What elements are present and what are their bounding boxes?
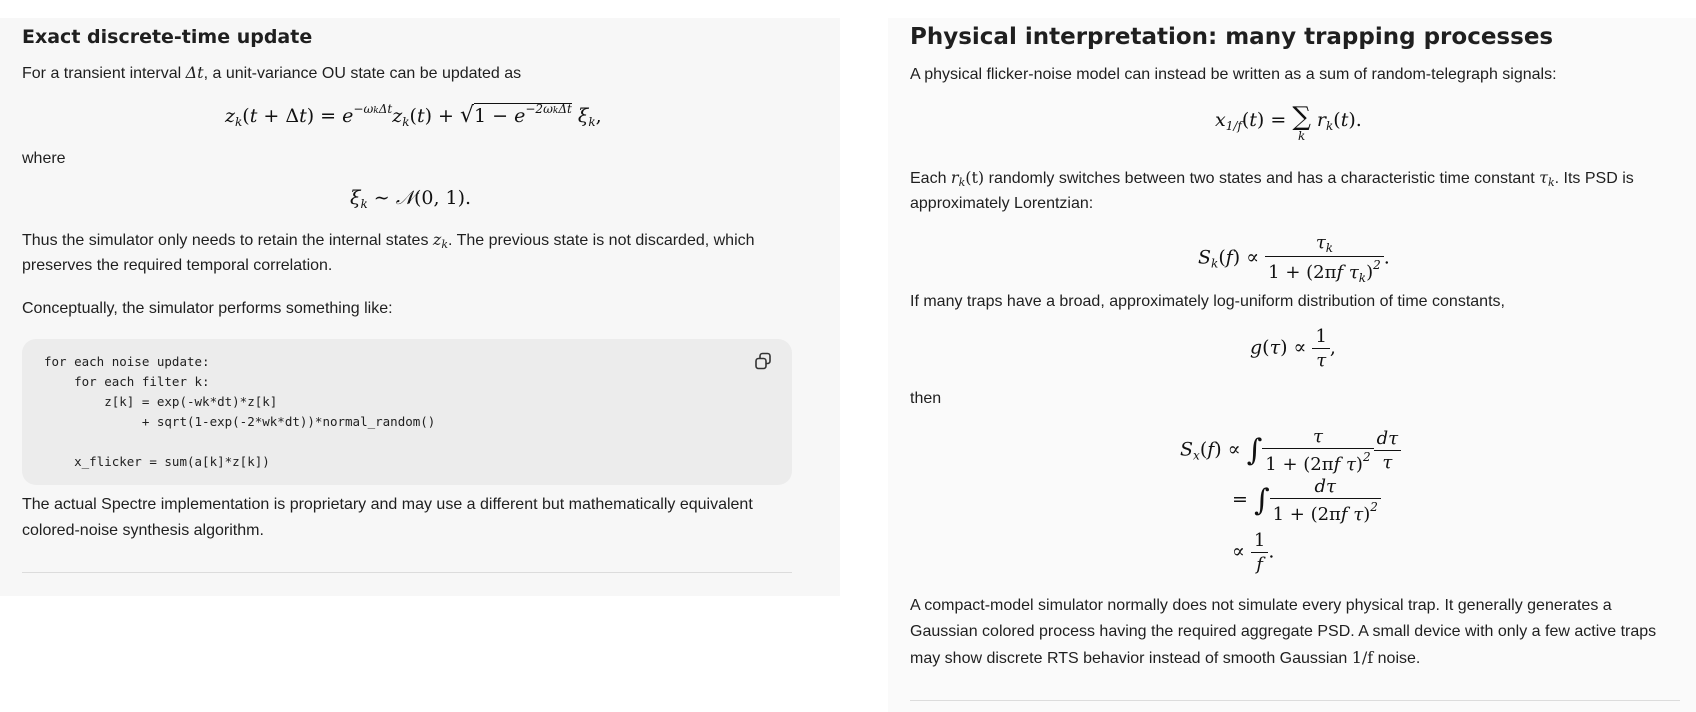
pseudocode-block bbox=[22, 339, 792, 485]
thus-paragraph-line1: Thus the simulator only needs to retain the internal states zk. The previous state is not discarded, which bbox=[22, 230, 755, 251]
left-section-heading: Exact discrete-time update bbox=[22, 26, 313, 48]
lorentzian-psd-equation: $S_k(f)$ ∝ $\frac{\tau_k}{1 + (2\pi f \tau_k)^2}$ . bbox=[1198, 232, 1390, 285]
if-many-paragraph: If many traps have a broad, approximately log-uniform distribution of time constants, bbox=[910, 293, 1505, 310]
log-uniform-distribution-equation: g(τ) ∝ $\frac{1}{\tau}$ , bbox=[1250, 326, 1336, 371]
each-paragraph-line1: Each rk(t) randomly switches between two states and has a characteristic time constant τk. Its PSD is bbox=[910, 168, 1634, 189]
thus-paragraph-line2: preserves the required temporal correlation. bbox=[22, 257, 333, 274]
code-line: x_flicker = sum(a[k]*z[k]) bbox=[44, 454, 270, 469]
psd-integral-equation-line1: $S_x(f)$ ∝ ∫ $\frac{\tau}{1 + (2\pi f \tau)^2}$ $\frac{d\tau}{\tau}$ bbox=[1180, 426, 1401, 475]
copy-icon[interactable] bbox=[754, 352, 772, 370]
code-line: z[k] = exp(-wk*dt)*z[k] bbox=[44, 394, 278, 409]
flicker-sum-equation: $x_{1/f}(t)$ = ∑ k $r_k(t)$. bbox=[1215, 102, 1362, 143]
compact-paragraph-line2: Gaussian colored process having the required aggregate PSD. A small device with only a few active traps bbox=[910, 623, 1657, 640]
right-section-heading: Physical interpretation: many trapping processes bbox=[910, 24, 1554, 50]
right-intro-paragraph: A physical flicker-noise model can instead be written as a sum of random-telegraph signals: bbox=[910, 66, 1557, 83]
xi-distribution-equation: $\xi_k$ ∼ 𝒩(0, 1). bbox=[350, 187, 472, 211]
code-line: for each filter k: bbox=[44, 374, 210, 389]
left-intro-paragraph: For a transient interval Δt, a unit-variance OU state can be updated as bbox=[22, 63, 522, 82]
closing-paragraph-line1: The actual Spectre implementation is proprietary and may use a different but mathematically equivalent bbox=[22, 496, 753, 513]
code-line: + sqrt(1-exp(-2*wk*dt))*normal_random() bbox=[44, 414, 436, 429]
left-divider bbox=[22, 572, 792, 573]
code-line: for each noise update: bbox=[44, 354, 210, 369]
compact-paragraph-line3: may show discrete RTS behavior instead of smooth Gaussian 1/f noise. bbox=[910, 648, 1421, 667]
psd-integral-equation-line3: ∝ $\frac{1}{f}$ . bbox=[1232, 530, 1275, 575]
where-label: where bbox=[22, 150, 66, 167]
conceptually-paragraph: Conceptually, the simulator performs something like: bbox=[22, 300, 393, 317]
closing-paragraph-line2: colored-noise synthesis algorithm. bbox=[22, 522, 264, 539]
psd-integral-equation-line2: = ∫ $\frac{d\tau}{1 + (2\pi f \tau)^2}$ bbox=[1232, 476, 1381, 525]
then-label: then bbox=[910, 390, 942, 407]
ou-update-equation: $z_k(t + \Delta t) = e^{-\omega k\Delta t}z_k(t) + √1 - e^{-2\omega k\Delta t}$ $\xi_k$, bbox=[225, 102, 602, 129]
each-paragraph-line2: approximately Lorentzian: bbox=[910, 195, 1094, 212]
compact-paragraph-line1: A compact-model simulator normally does not simulate every physical trap. It generally generates a bbox=[910, 597, 1612, 614]
right-divider bbox=[910, 700, 1680, 701]
